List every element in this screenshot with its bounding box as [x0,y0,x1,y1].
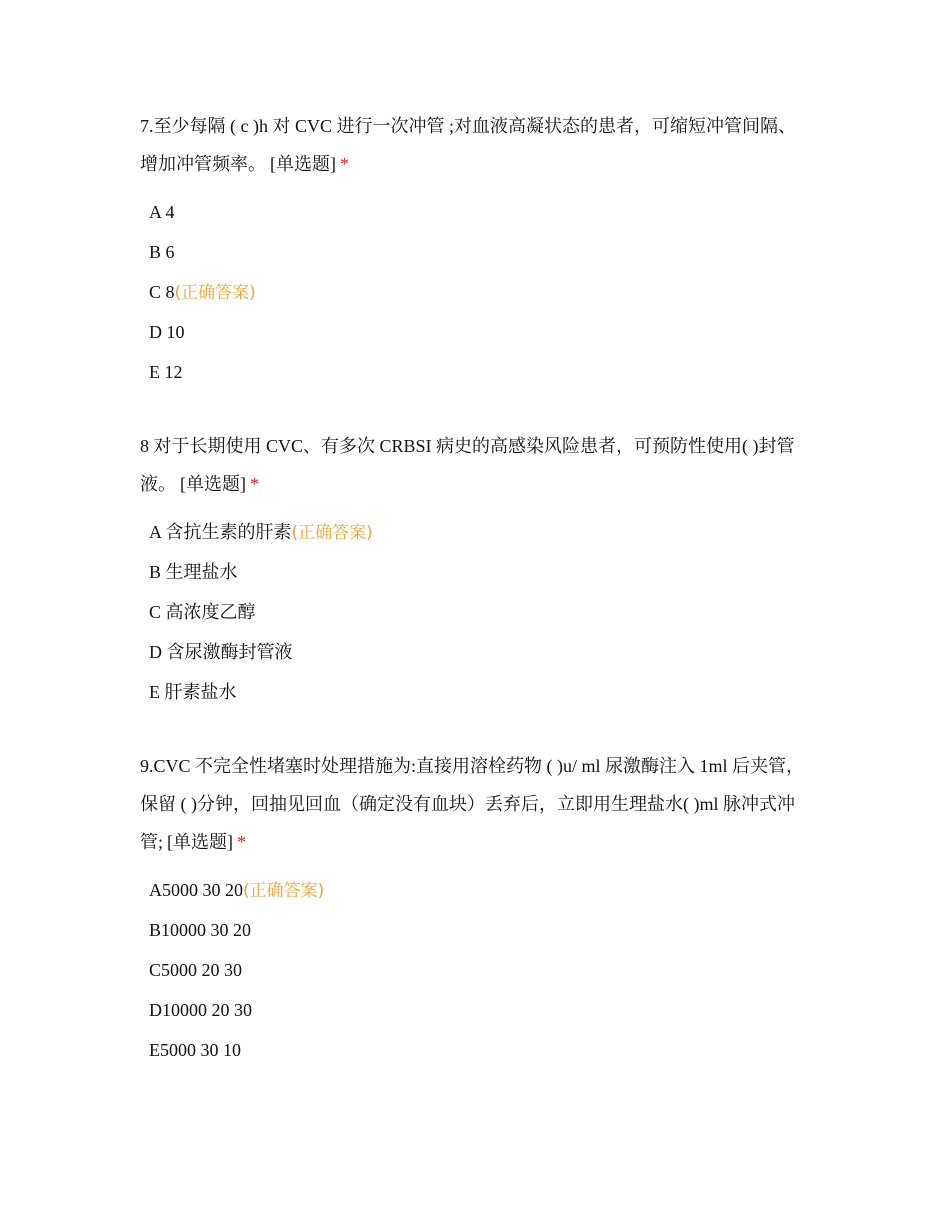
option-text: E5000 30 10 [149,1040,241,1060]
option-text: A 含抗生素的肝素 [149,522,292,542]
option-text: C5000 20 30 [149,960,243,980]
option-item [149,950,805,990]
correct-answer-label: (正确答案) [243,881,325,901]
option-list [140,512,805,712]
question-type: [单选题] [270,154,336,174]
option-item [149,272,805,312]
question-text: 8 对于长期使用 CVC、有多次 CRBSI 病史的高感染风险患者，可预防性使用( )封管液。 [140,436,795,494]
option-item [149,312,805,352]
option-text: C 8 [149,282,175,302]
option-item [149,352,805,392]
option-item [149,870,805,910]
question-text: 9.CVC 不完全性堵塞时处理措施为:直接用溶栓药物 ( )u/ ml 尿激酶注入 1ml 后夹管，保留 ( )分钟，回抽见回血（确定没有血块）丢弃后，立即用生理盐水( )ml 脉冲式冲管; [140,756,805,852]
option-item [149,632,805,672]
correct-answer-label: (正确答案) [291,523,373,543]
required-mark: * [340,154,349,174]
option-item [149,910,805,950]
question-type: [单选题] [180,474,246,494]
option-item [149,592,805,632]
option-text: B 生理盐水 [149,562,238,582]
option-text: D 10 [149,322,185,342]
option-text: D 含尿激酶封管液 [149,642,293,662]
option-list [140,192,805,392]
option-text: E 12 [149,362,183,382]
option-text: B10000 30 20 [149,920,252,940]
question-8 [140,427,805,712]
option-text: D10000 20 30 [149,1000,252,1020]
option-text: C 高浓度乙醇 [149,602,256,622]
required-mark: * [250,474,259,494]
question-9 [140,747,805,1070]
option-text: A 4 [149,202,175,222]
question-8-stem [140,427,805,503]
option-item [149,232,805,272]
option-item [149,1030,805,1070]
option-text: B 6 [149,242,175,262]
question-type: [单选题] [167,832,234,852]
option-list [140,870,805,1070]
option-item [149,672,805,712]
question-7 [140,107,805,392]
option-item [149,512,805,552]
question-9-stem [140,747,805,861]
option-item [149,192,805,232]
option-text: A5000 30 20 [149,880,243,900]
required-mark: * [237,832,247,852]
option-item [149,990,805,1030]
question-7-stem [140,107,805,183]
option-text: E 肝素盐水 [149,682,237,702]
option-item [149,552,805,592]
correct-answer-label: (正确答案) [174,283,256,303]
question-text: 7.至少每隔 ( c )h 对 CVC 进行一次冲管 ;对血液高凝状态的患者，可缩短冲管间隔、增加冲管频率。 [140,116,796,174]
